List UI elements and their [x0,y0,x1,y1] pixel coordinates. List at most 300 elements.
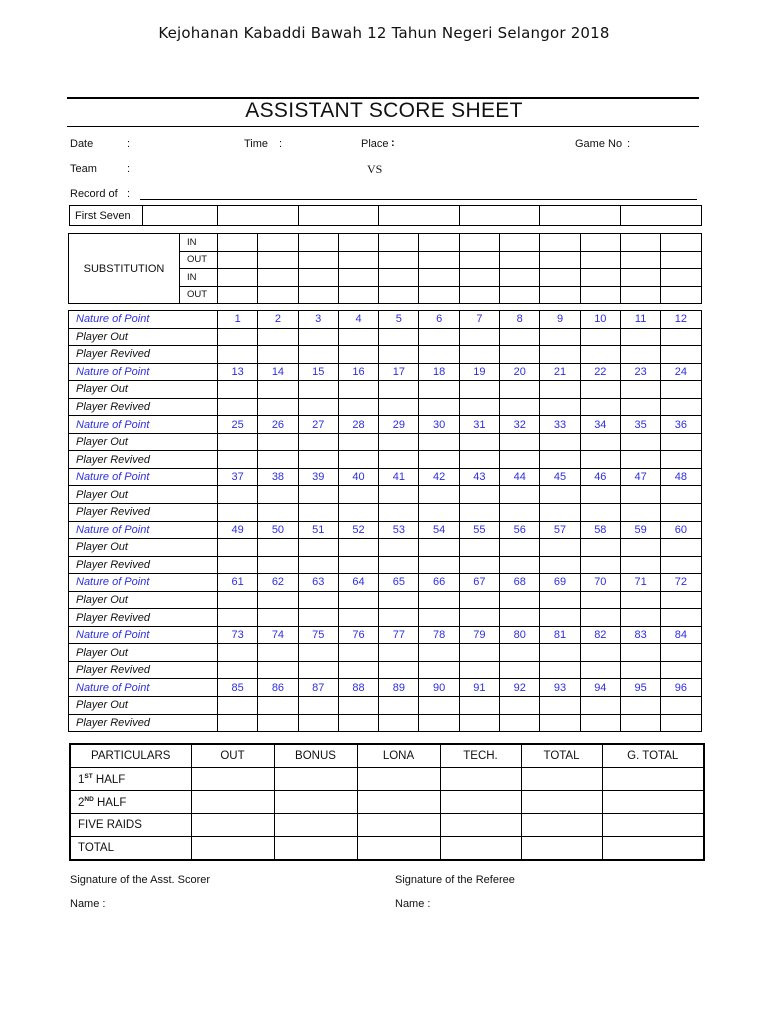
point-number[interactable]: 77 [379,626,419,644]
point-number[interactable]: 61 [218,574,258,592]
point-number[interactable]: 57 [540,521,580,539]
record-cell[interactable] [500,451,540,469]
point-number[interactable]: 81 [540,626,580,644]
record-cell[interactable] [459,697,499,715]
record-cell[interactable] [419,451,459,469]
point-number[interactable]: 39 [298,468,338,486]
record-cell[interactable] [298,328,338,346]
point-number[interactable]: 38 [258,468,298,486]
record-cell[interactable] [379,504,419,522]
score-cell[interactable] [521,837,602,861]
record-cell[interactable] [620,591,660,609]
substitution-cell[interactable] [218,251,258,269]
record-cell[interactable] [500,609,540,627]
record-cell[interactable] [540,644,580,662]
record-cell[interactable] [379,398,419,416]
record-cell[interactable] [620,451,660,469]
substitution-cell[interactable] [540,269,580,287]
point-number[interactable]: 58 [580,521,620,539]
point-number[interactable]: 70 [580,574,620,592]
record-cell[interactable] [620,661,660,679]
record-cell[interactable] [298,451,338,469]
record-cell[interactable] [661,346,701,364]
substitution-cell[interactable] [298,251,338,269]
record-cell[interactable] [620,609,660,627]
first-seven-cell[interactable] [620,206,702,226]
record-cell[interactable] [459,591,499,609]
point-number[interactable]: 16 [338,363,378,381]
substitution-cell[interactable] [580,286,620,304]
record-cell[interactable] [459,433,499,451]
record-cell[interactable] [419,697,459,715]
record-cell[interactable] [580,398,620,416]
record-cell[interactable] [218,433,258,451]
point-number[interactable]: 80 [500,626,540,644]
point-number[interactable]: 17 [379,363,419,381]
record-cell[interactable] [298,346,338,364]
record-cell[interactable] [500,504,540,522]
substitution-cell[interactable] [379,234,419,252]
point-number[interactable]: 14 [258,363,298,381]
record-cell[interactable] [661,398,701,416]
record-cell[interactable] [661,697,701,715]
point-number[interactable]: 37 [218,468,258,486]
point-number[interactable]: 32 [500,416,540,434]
score-cell[interactable] [191,791,274,814]
substitution-cell[interactable] [620,269,660,287]
record-cell[interactable] [218,504,258,522]
substitution-cell[interactable] [500,251,540,269]
point-number[interactable]: 74 [258,626,298,644]
score-cell[interactable] [440,814,521,837]
point-number[interactable]: 72 [661,574,701,592]
record-cell[interactable] [661,539,701,557]
point-number[interactable]: 15 [298,363,338,381]
point-number[interactable]: 43 [459,468,499,486]
record-cell[interactable] [258,661,298,679]
point-number[interactable]: 42 [419,468,459,486]
record-cell[interactable] [298,661,338,679]
point-number[interactable]: 29 [379,416,419,434]
record-cell[interactable] [379,661,419,679]
substitution-cell[interactable] [258,286,298,304]
score-cell[interactable] [521,791,602,814]
record-cell[interactable] [500,697,540,715]
score-cell[interactable] [357,837,440,861]
record-cell[interactable] [661,486,701,504]
record-cell[interactable] [338,328,378,346]
record-cell[interactable] [419,398,459,416]
record-cell[interactable] [258,451,298,469]
point-number[interactable]: 10 [580,311,620,329]
record-cell[interactable] [419,556,459,574]
point-number[interactable]: 6 [419,311,459,329]
record-cell[interactable] [218,714,258,732]
record-cell[interactable] [338,486,378,504]
first-seven-cell[interactable] [379,206,460,226]
record-cell[interactable] [580,486,620,504]
record-cell[interactable] [218,381,258,399]
record-cell[interactable] [218,591,258,609]
score-cell[interactable] [521,768,602,791]
point-number[interactable]: 26 [258,416,298,434]
substitution-cell[interactable] [298,286,338,304]
substitution-cell[interactable] [580,251,620,269]
point-number[interactable]: 62 [258,574,298,592]
record-cell[interactable] [580,539,620,557]
record-cell[interactable] [419,644,459,662]
record-cell[interactable] [218,328,258,346]
score-cell[interactable] [440,791,521,814]
record-cell[interactable] [218,346,258,364]
record-cell[interactable] [379,644,419,662]
substitution-cell[interactable] [620,234,660,252]
substitution-cell[interactable] [580,269,620,287]
record-cell[interactable] [419,609,459,627]
record-cell[interactable] [338,381,378,399]
point-number[interactable]: 69 [540,574,580,592]
score-cell[interactable] [357,791,440,814]
point-number[interactable]: 44 [500,468,540,486]
record-cell[interactable] [620,504,660,522]
substitution-cell[interactable] [661,234,701,252]
record-cell[interactable] [620,398,660,416]
point-number[interactable]: 73 [218,626,258,644]
record-cell[interactable] [419,539,459,557]
record-cell[interactable] [459,609,499,627]
record-cell[interactable] [540,539,580,557]
record-cell[interactable] [540,609,580,627]
point-number[interactable]: 47 [620,468,660,486]
record-cell[interactable] [338,433,378,451]
substitution-cell[interactable] [620,251,660,269]
substitution-cell[interactable] [338,251,378,269]
record-cell[interactable] [218,398,258,416]
record-cell[interactable] [580,346,620,364]
point-number[interactable]: 3 [298,311,338,329]
record-cell[interactable] [620,433,660,451]
point-number[interactable]: 19 [459,363,499,381]
record-cell[interactable] [580,556,620,574]
record-cell[interactable] [500,346,540,364]
point-number[interactable]: 89 [379,679,419,697]
record-cell[interactable] [661,609,701,627]
record-cell[interactable] [459,346,499,364]
substitution-cell[interactable] [338,286,378,304]
record-cell[interactable] [379,486,419,504]
record-cell[interactable] [500,661,540,679]
record-cell[interactable] [298,381,338,399]
record-cell[interactable] [379,539,419,557]
record-cell[interactable] [661,451,701,469]
record-cell[interactable] [258,714,298,732]
score-cell[interactable] [602,791,704,814]
score-cell[interactable] [357,814,440,837]
record-cell[interactable] [258,697,298,715]
record-cell[interactable] [298,398,338,416]
record-cell[interactable] [298,504,338,522]
score-cell[interactable] [191,837,274,861]
record-cell[interactable] [379,714,419,732]
record-cell[interactable] [661,591,701,609]
record-cell[interactable] [661,661,701,679]
record-cell[interactable] [338,539,378,557]
point-number[interactable]: 68 [500,574,540,592]
point-number[interactable]: 24 [661,363,701,381]
substitution-cell[interactable] [379,286,419,304]
record-cell[interactable] [459,328,499,346]
record-cell[interactable] [338,714,378,732]
substitution-cell[interactable] [298,269,338,287]
record-cell[interactable] [298,539,338,557]
record-cell[interactable] [500,591,540,609]
record-cell[interactable] [540,328,580,346]
record-cell[interactable] [620,486,660,504]
substitution-cell[interactable] [540,286,580,304]
record-cell[interactable] [258,609,298,627]
record-cell[interactable] [419,346,459,364]
score-cell[interactable] [357,768,440,791]
point-number[interactable]: 66 [419,574,459,592]
score-cell[interactable] [274,768,357,791]
record-cell[interactable] [459,539,499,557]
substitution-cell[interactable] [580,234,620,252]
record-cell[interactable] [459,451,499,469]
point-number[interactable]: 79 [459,626,499,644]
substitution-cell[interactable] [540,234,580,252]
record-cell[interactable] [580,714,620,732]
record-cell[interactable] [459,398,499,416]
point-number[interactable]: 46 [580,468,620,486]
record-cell[interactable] [338,609,378,627]
record-cell[interactable] [298,697,338,715]
substitution-cell[interactable] [620,286,660,304]
point-number[interactable]: 60 [661,521,701,539]
record-cell[interactable] [338,504,378,522]
record-cell[interactable] [620,644,660,662]
point-number[interactable]: 64 [338,574,378,592]
point-number[interactable]: 76 [338,626,378,644]
score-cell[interactable] [602,837,704,861]
point-number[interactable]: 33 [540,416,580,434]
record-cell[interactable] [620,381,660,399]
record-cell[interactable] [661,644,701,662]
score-cell[interactable] [440,837,521,861]
point-number[interactable]: 78 [419,626,459,644]
record-cell[interactable] [459,556,499,574]
record-cell[interactable] [661,714,701,732]
point-number[interactable]: 35 [620,416,660,434]
point-number[interactable]: 94 [580,679,620,697]
record-cell[interactable] [298,433,338,451]
score-cell[interactable] [274,791,357,814]
point-number[interactable]: 21 [540,363,580,381]
point-number[interactable]: 65 [379,574,419,592]
score-cell[interactable] [191,814,274,837]
record-cell[interactable] [379,609,419,627]
point-number[interactable]: 93 [540,679,580,697]
point-number[interactable]: 41 [379,468,419,486]
record-cell[interactable] [540,433,580,451]
record-cell[interactable] [500,433,540,451]
record-cell[interactable] [258,346,298,364]
score-cell[interactable] [440,768,521,791]
record-cell[interactable] [459,504,499,522]
record-cell[interactable] [620,328,660,346]
point-number[interactable]: 86 [258,679,298,697]
point-number[interactable]: 88 [338,679,378,697]
point-number[interactable]: 90 [419,679,459,697]
record-cell[interactable] [620,556,660,574]
point-number[interactable]: 71 [620,574,660,592]
point-number[interactable]: 85 [218,679,258,697]
record-cell[interactable] [379,556,419,574]
record-cell[interactable] [540,714,580,732]
record-cell[interactable] [500,486,540,504]
record-cell[interactable] [540,697,580,715]
point-number[interactable]: 83 [620,626,660,644]
record-cell[interactable] [379,328,419,346]
point-number[interactable]: 23 [620,363,660,381]
record-cell[interactable] [661,433,701,451]
point-number[interactable]: 22 [580,363,620,381]
first-seven-cell[interactable] [459,206,540,226]
point-number[interactable]: 59 [620,521,660,539]
point-number[interactable]: 95 [620,679,660,697]
record-cell[interactable] [419,486,459,504]
point-number[interactable]: 27 [298,416,338,434]
record-cell[interactable] [580,609,620,627]
record-cell[interactable] [419,714,459,732]
record-cell[interactable] [580,591,620,609]
record-cell[interactable] [540,504,580,522]
record-cell[interactable] [459,661,499,679]
point-number[interactable]: 55 [459,521,499,539]
point-number[interactable]: 40 [338,468,378,486]
record-cell[interactable] [540,486,580,504]
record-cell[interactable] [258,556,298,574]
record-cell[interactable] [580,328,620,346]
record-cell[interactable] [580,661,620,679]
point-number[interactable]: 34 [580,416,620,434]
record-cell[interactable] [218,556,258,574]
record-cell[interactable] [540,346,580,364]
point-number[interactable]: 52 [338,521,378,539]
record-cell[interactable] [218,451,258,469]
point-number[interactable]: 45 [540,468,580,486]
score-cell[interactable] [602,814,704,837]
point-number[interactable]: 51 [298,521,338,539]
point-number[interactable]: 75 [298,626,338,644]
point-number[interactable]: 1 [218,311,258,329]
record-cell[interactable] [620,714,660,732]
record-cell[interactable] [459,381,499,399]
record-cell[interactable] [459,486,499,504]
record-cell[interactable] [661,328,701,346]
point-number[interactable]: 12 [661,311,701,329]
record-cell[interactable] [540,398,580,416]
record-cell[interactable] [500,556,540,574]
substitution-cell[interactable] [661,251,701,269]
record-cell[interactable] [540,381,580,399]
record-cell[interactable] [258,644,298,662]
score-cell[interactable] [521,814,602,837]
record-cell[interactable] [258,433,298,451]
record-cell[interactable] [338,591,378,609]
first-seven-cell[interactable] [218,206,299,226]
record-cell[interactable] [540,451,580,469]
point-number[interactable]: 63 [298,574,338,592]
record-cell[interactable] [379,433,419,451]
record-cell[interactable] [298,644,338,662]
point-number[interactable]: 54 [419,521,459,539]
record-cell[interactable] [500,381,540,399]
record-cell[interactable] [338,398,378,416]
substitution-cell[interactable] [419,286,459,304]
substitution-cell[interactable] [661,269,701,287]
substitution-cell[interactable] [218,269,258,287]
point-number[interactable]: 9 [540,311,580,329]
record-cell[interactable] [218,697,258,715]
point-number[interactable]: 56 [500,521,540,539]
record-cell[interactable] [258,328,298,346]
record-cell[interactable] [218,644,258,662]
point-number[interactable]: 2 [258,311,298,329]
point-number[interactable]: 31 [459,416,499,434]
substitution-cell[interactable] [459,234,499,252]
point-number[interactable]: 49 [218,521,258,539]
substitution-cell[interactable] [661,286,701,304]
record-cell[interactable] [298,591,338,609]
record-cell[interactable] [540,556,580,574]
substitution-cell[interactable] [338,234,378,252]
point-number[interactable]: 4 [338,311,378,329]
point-number[interactable]: 18 [419,363,459,381]
record-cell[interactable] [500,398,540,416]
substitution-cell[interactable] [459,286,499,304]
point-number[interactable]: 28 [338,416,378,434]
substitution-cell[interactable] [218,234,258,252]
record-cell[interactable] [419,661,459,679]
record-cell[interactable] [338,644,378,662]
record-cell[interactable] [338,346,378,364]
point-number[interactable]: 91 [459,679,499,697]
record-cell[interactable] [298,486,338,504]
substitution-cell[interactable] [459,251,499,269]
substitution-cell[interactable] [459,269,499,287]
point-number[interactable]: 5 [379,311,419,329]
record-cell[interactable] [379,697,419,715]
record-cell[interactable] [258,486,298,504]
point-number[interactable]: 67 [459,574,499,592]
record-cell[interactable] [661,556,701,574]
substitution-cell[interactable] [419,251,459,269]
record-cell[interactable] [258,591,298,609]
record-cell[interactable] [580,381,620,399]
record-cell[interactable] [258,398,298,416]
record-cell[interactable] [218,486,258,504]
point-number[interactable]: 82 [580,626,620,644]
record-cell[interactable] [419,433,459,451]
substitution-cell[interactable] [258,234,298,252]
point-number[interactable]: 20 [500,363,540,381]
score-cell[interactable] [191,768,274,791]
first-seven-cell[interactable] [540,206,621,226]
substitution-cell[interactable] [379,251,419,269]
record-cell[interactable] [218,661,258,679]
record-cell[interactable] [338,556,378,574]
record-cell[interactable] [419,381,459,399]
